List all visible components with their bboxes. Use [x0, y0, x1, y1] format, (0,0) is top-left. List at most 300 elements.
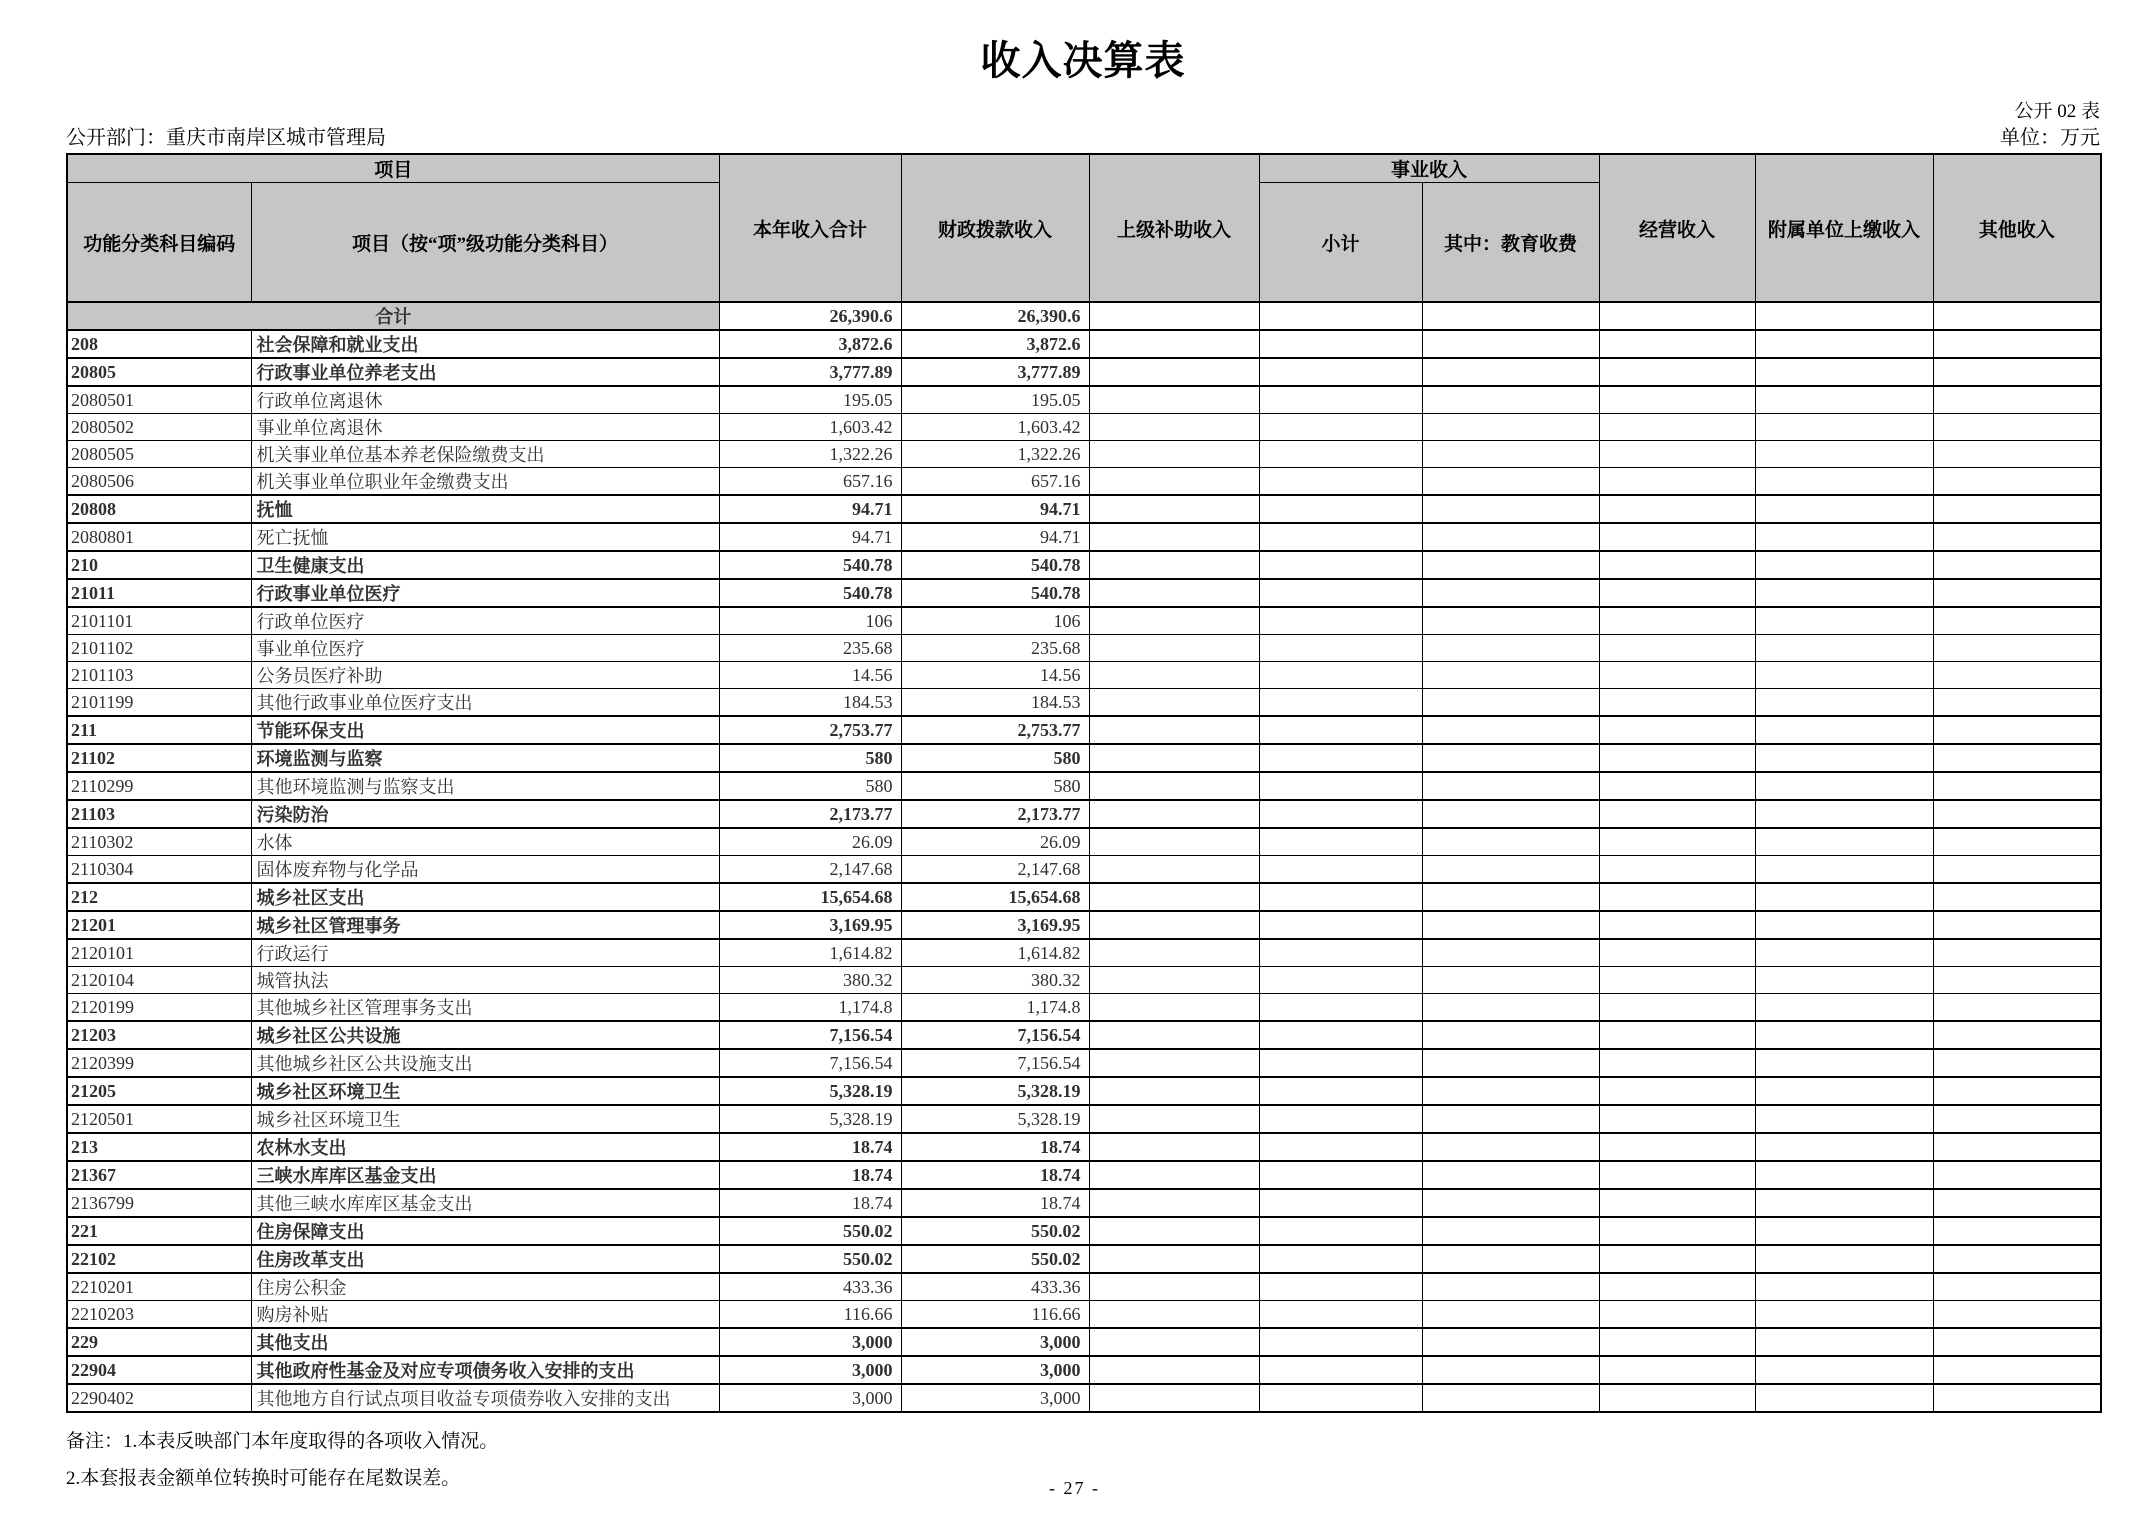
cell-code: 2080801	[67, 523, 251, 551]
cell-code: 2110304	[67, 856, 251, 884]
cell-subtotal	[1259, 1273, 1422, 1301]
cell-affiliated	[1755, 635, 1933, 662]
cell-operating	[1599, 939, 1755, 967]
cell-fiscal: 657.16	[901, 468, 1089, 496]
cell-education	[1422, 772, 1599, 800]
header-code: 功能分类科目编码	[67, 182, 251, 302]
cell-fiscal: 235.68	[901, 635, 1089, 662]
cell-superior	[1089, 772, 1259, 800]
cell-affiliated	[1755, 689, 1933, 717]
cell-superior	[1089, 1328, 1259, 1356]
cell-affiliated	[1755, 468, 1933, 496]
cell-item-name: 机关事业单位职业年金缴费支出	[251, 468, 719, 496]
cell-affiliated	[1755, 772, 1933, 800]
table-row	[67, 358, 2101, 386]
cell-total: 3,000	[719, 1328, 901, 1356]
cell-code: 21201	[67, 911, 251, 939]
cell-total: 26,390.6	[719, 302, 901, 330]
cell-other	[1933, 1301, 2101, 1329]
cell-affiliated	[1755, 800, 1933, 828]
cell-superior	[1089, 911, 1259, 939]
table-row	[67, 635, 2101, 662]
cell-total: 116.66	[719, 1301, 901, 1329]
cell-superior	[1089, 1133, 1259, 1161]
cell-code: 21103	[67, 800, 251, 828]
cell-affiliated	[1755, 1049, 1933, 1077]
cell-education	[1422, 911, 1599, 939]
cell-code: 20805	[67, 358, 251, 386]
cell-education	[1422, 414, 1599, 441]
cell-operating	[1599, 1356, 1755, 1384]
cell-code: 2080506	[67, 468, 251, 496]
cell-fiscal: 3,169.95	[901, 911, 1089, 939]
cell-affiliated	[1755, 883, 1933, 911]
cell-code: 2290402	[67, 1384, 251, 1412]
table-row	[67, 1049, 2101, 1077]
cell-item-name: 其他地方自行试点项目收益专项债券收入安排的支出	[251, 1384, 719, 1412]
cell-affiliated	[1755, 358, 1933, 386]
cell-subtotal	[1259, 856, 1422, 884]
cell-education	[1422, 468, 1599, 496]
cell-superior	[1089, 635, 1259, 662]
table-row	[67, 414, 2101, 441]
cell-subtotal	[1259, 911, 1422, 939]
cell-education	[1422, 1077, 1599, 1105]
cell-superior	[1089, 800, 1259, 828]
cell-other	[1933, 1105, 2101, 1133]
cell-item-name: 城乡社区环境卫生	[251, 1105, 719, 1133]
cell-operating	[1599, 579, 1755, 607]
cell-fiscal: 1,614.82	[901, 939, 1089, 967]
cell-education	[1422, 551, 1599, 579]
cell-total: 15,654.68	[719, 883, 901, 911]
cell-operating	[1599, 856, 1755, 884]
cell-education	[1422, 856, 1599, 884]
cell-other	[1933, 744, 2101, 772]
cell-operating	[1599, 635, 1755, 662]
cell-operating	[1599, 1077, 1755, 1105]
cell-education	[1422, 662, 1599, 689]
cell-education	[1422, 607, 1599, 635]
cell-superior	[1089, 523, 1259, 551]
cell-education	[1422, 1328, 1599, 1356]
cell-item-name: 城乡社区环境卫生	[251, 1077, 719, 1105]
cell-total: 18.74	[719, 1189, 901, 1217]
cell-affiliated	[1755, 607, 1933, 635]
cell-fiscal: 380.32	[901, 967, 1089, 994]
cell-education	[1422, 635, 1599, 662]
cell-other	[1933, 772, 2101, 800]
cell-other	[1933, 1161, 2101, 1189]
cell-code: 2101103	[67, 662, 251, 689]
cell-affiliated	[1755, 1245, 1933, 1273]
cell-education	[1422, 1217, 1599, 1245]
cell-fiscal: 3,777.89	[901, 358, 1089, 386]
cell-other	[1933, 1217, 2101, 1245]
cell-other	[1933, 551, 2101, 579]
cell-item-name: 水体	[251, 828, 719, 856]
cell-subtotal	[1259, 1217, 1422, 1245]
cell-total: 7,156.54	[719, 1049, 901, 1077]
cell-superior	[1089, 1356, 1259, 1384]
cell-subtotal	[1259, 716, 1422, 744]
cell-item-name: 行政事业单位医疗	[251, 579, 719, 607]
cell-code: 21102	[67, 744, 251, 772]
cell-subtotal	[1259, 1356, 1422, 1384]
cell-code: 22904	[67, 1356, 251, 1384]
cell-other	[1933, 1273, 2101, 1301]
cell-total: 3,169.95	[719, 911, 901, 939]
cell-affiliated	[1755, 579, 1933, 607]
cell-other	[1933, 1049, 2101, 1077]
cell-code: 21205	[67, 1077, 251, 1105]
meta-line	[66, 126, 2100, 150]
cell-item-name: 城乡社区管理事务	[251, 911, 719, 939]
cell-operating	[1599, 1328, 1755, 1356]
cell-subtotal	[1259, 1328, 1422, 1356]
cell-operating	[1599, 800, 1755, 828]
cell-education	[1422, 994, 1599, 1022]
cell-item-name: 事业单位离退休	[251, 414, 719, 441]
cell-operating	[1599, 551, 1755, 579]
cell-superior	[1089, 883, 1259, 911]
cell-fiscal: 2,173.77	[901, 800, 1089, 828]
cell-item-name: 其他城乡社区管理事务支出	[251, 994, 719, 1022]
cell-other	[1933, 1077, 2101, 1105]
cell-code: 2120104	[67, 967, 251, 994]
cell-code: 2120501	[67, 1105, 251, 1133]
cell-other	[1933, 883, 2101, 911]
cell-superior	[1089, 856, 1259, 884]
cell-education	[1422, 330, 1599, 358]
cell-other	[1933, 800, 2101, 828]
cell-affiliated	[1755, 1328, 1933, 1356]
cell-subtotal	[1259, 800, 1422, 828]
cell-operating	[1599, 1021, 1755, 1049]
cell-operating	[1599, 772, 1755, 800]
cell-other	[1933, 414, 2101, 441]
cell-code: 2101199	[67, 689, 251, 717]
cell-superior	[1089, 689, 1259, 717]
cell-education	[1422, 1105, 1599, 1133]
cell-other	[1933, 302, 2101, 330]
cell-affiliated	[1755, 994, 1933, 1022]
cell-affiliated	[1755, 386, 1933, 414]
page-number: - 27 -	[1049, 1478, 1100, 1498]
cell-superior	[1089, 1301, 1259, 1329]
cell-code: 2101102	[67, 635, 251, 662]
cell-fiscal: 580	[901, 744, 1089, 772]
cell-education	[1422, 386, 1599, 414]
cell-fiscal: 14.56	[901, 662, 1089, 689]
cell-total: 94.71	[719, 495, 901, 523]
cell-fiscal: 106	[901, 607, 1089, 635]
cell-education	[1422, 800, 1599, 828]
cell-total: 26.09	[719, 828, 901, 856]
cell-fiscal: 195.05	[901, 386, 1089, 414]
cell-subtotal	[1259, 1133, 1422, 1161]
summary-row	[67, 302, 2101, 330]
header-affiliated: 附属单位上缴收入	[1755, 154, 1933, 303]
cell-subtotal	[1259, 1189, 1422, 1217]
cell-code: 20808	[67, 495, 251, 523]
table-row	[67, 744, 2101, 772]
cell-total: 3,777.89	[719, 358, 901, 386]
cell-affiliated	[1755, 1161, 1933, 1189]
cell-operating	[1599, 1133, 1755, 1161]
cell-code: 2136799	[67, 1189, 251, 1217]
cell-code: 2210201	[67, 1273, 251, 1301]
cell-superior	[1089, 744, 1259, 772]
table-body	[67, 302, 2101, 1412]
cell-operating	[1599, 302, 1755, 330]
cell-other	[1933, 689, 2101, 717]
table-row	[67, 689, 2101, 717]
cell-subtotal	[1259, 662, 1422, 689]
cell-superior	[1089, 662, 1259, 689]
cell-fiscal: 540.78	[901, 579, 1089, 607]
cell-affiliated	[1755, 551, 1933, 579]
cell-code: 2080501	[67, 386, 251, 414]
cell-other	[1933, 1328, 2101, 1356]
cell-superior	[1089, 468, 1259, 496]
cell-fiscal: 3,000	[901, 1356, 1089, 1384]
note-line-2: 2.本套报表金额单位转换时可能存在尾数误差。	[66, 1468, 461, 1490]
table-row	[67, 1021, 2101, 1049]
cell-affiliated	[1755, 1133, 1933, 1161]
cell-other	[1933, 911, 2101, 939]
cell-total: 1,322.26	[719, 441, 901, 468]
cell-superior	[1089, 1161, 1259, 1189]
cell-code: 2120399	[67, 1049, 251, 1077]
cell-total: 7,156.54	[719, 1021, 901, 1049]
cell-operating	[1599, 441, 1755, 468]
header-subtotal: 小计	[1259, 182, 1422, 302]
cell-item-name: 三峡水库库区基金支出	[251, 1161, 719, 1189]
cell-fiscal: 540.78	[901, 551, 1089, 579]
cell-superior	[1089, 1105, 1259, 1133]
cell-operating	[1599, 607, 1755, 635]
cell-education	[1422, 1189, 1599, 1217]
summary-label: 合计	[67, 302, 719, 330]
cell-other	[1933, 1384, 2101, 1412]
table-row	[67, 607, 2101, 635]
cell-total: 550.02	[719, 1217, 901, 1245]
cell-fiscal: 116.66	[901, 1301, 1089, 1329]
cell-subtotal	[1259, 689, 1422, 717]
cell-superior	[1089, 939, 1259, 967]
cell-item-name: 城乡社区公共设施	[251, 1021, 719, 1049]
cell-subtotal	[1259, 551, 1422, 579]
table-row	[67, 662, 2101, 689]
cell-code: 2120101	[67, 939, 251, 967]
cell-item-name: 行政单位离退休	[251, 386, 719, 414]
cell-operating	[1599, 1189, 1755, 1217]
cell-affiliated	[1755, 1189, 1933, 1217]
cell-other	[1933, 716, 2101, 744]
cell-operating	[1599, 414, 1755, 441]
cell-total: 2,173.77	[719, 800, 901, 828]
cell-operating	[1599, 495, 1755, 523]
cell-total: 540.78	[719, 579, 901, 607]
cell-education	[1422, 967, 1599, 994]
cell-item-name: 污染防治	[251, 800, 719, 828]
cell-fiscal: 26,390.6	[901, 302, 1089, 330]
cell-item-name: 其他支出	[251, 1328, 719, 1356]
cell-subtotal	[1259, 772, 1422, 800]
cell-total: 550.02	[719, 1245, 901, 1273]
cell-affiliated	[1755, 495, 1933, 523]
cell-superior	[1089, 828, 1259, 856]
cell-subtotal	[1259, 1161, 1422, 1189]
cell-subtotal	[1259, 635, 1422, 662]
cell-education	[1422, 1356, 1599, 1384]
cell-item-name: 其他三峡水库库区基金支出	[251, 1189, 719, 1217]
table-row	[67, 1273, 2101, 1301]
cell-affiliated	[1755, 1021, 1933, 1049]
cell-affiliated	[1755, 523, 1933, 551]
header-item: 项目（按“项”级功能分类科目）	[251, 182, 719, 302]
header-total: 本年收入合计	[719, 154, 901, 303]
cell-fiscal: 18.74	[901, 1189, 1089, 1217]
cell-item-name: 购房补贴	[251, 1301, 719, 1329]
cell-total: 1,603.42	[719, 414, 901, 441]
table-row	[67, 495, 2101, 523]
cell-affiliated	[1755, 302, 1933, 330]
cell-operating	[1599, 1245, 1755, 1273]
cell-fiscal: 26.09	[901, 828, 1089, 856]
cell-code: 210	[67, 551, 251, 579]
cell-fiscal: 7,156.54	[901, 1049, 1089, 1077]
page-title: 收入决算表	[980, 38, 1186, 83]
cell-education	[1422, 1021, 1599, 1049]
cell-item-name: 卫生健康支出	[251, 551, 719, 579]
cell-subtotal	[1259, 1021, 1422, 1049]
cell-operating	[1599, 911, 1755, 939]
cell-total: 2,147.68	[719, 856, 901, 884]
cell-operating	[1599, 994, 1755, 1022]
cell-item-name: 公务员医疗补助	[251, 662, 719, 689]
table-row	[67, 468, 2101, 496]
cell-affiliated	[1755, 1356, 1933, 1384]
cell-code: 221	[67, 1217, 251, 1245]
cell-superior	[1089, 1021, 1259, 1049]
table-row	[67, 1105, 2101, 1133]
cell-code: 21203	[67, 1021, 251, 1049]
cell-total: 5,328.19	[719, 1077, 901, 1105]
cell-fiscal: 94.71	[901, 523, 1089, 551]
cell-subtotal	[1259, 579, 1422, 607]
cell-other	[1933, 1133, 2101, 1161]
table-row	[67, 579, 2101, 607]
cell-affiliated	[1755, 716, 1933, 744]
cell-total: 14.56	[719, 662, 901, 689]
cell-fiscal: 3,872.6	[901, 330, 1089, 358]
table-row	[67, 441, 2101, 468]
header-project-group: 项目	[67, 154, 719, 183]
cell-total: 1,614.82	[719, 939, 901, 967]
cell-fiscal: 184.53	[901, 689, 1089, 717]
cell-fiscal: 1,174.8	[901, 994, 1089, 1022]
cell-subtotal	[1259, 414, 1422, 441]
cell-superior	[1089, 579, 1259, 607]
cell-affiliated	[1755, 1077, 1933, 1105]
cell-total: 433.36	[719, 1273, 901, 1301]
department-label: 公开部门：重庆市南岸区城市管理局	[66, 126, 386, 149]
cell-code: 2120199	[67, 994, 251, 1022]
cell-total: 94.71	[719, 523, 901, 551]
cell-superior	[1089, 1245, 1259, 1273]
table-row	[67, 1356, 2101, 1384]
cell-other	[1933, 386, 2101, 414]
cell-code: 2101101	[67, 607, 251, 635]
cell-other	[1933, 468, 2101, 496]
cell-operating	[1599, 1105, 1755, 1133]
cell-affiliated	[1755, 441, 1933, 468]
header-business-group: 事业收入	[1259, 154, 1599, 183]
cell-subtotal	[1259, 441, 1422, 468]
cell-other	[1933, 607, 2101, 635]
cell-other	[1933, 1021, 2101, 1049]
cell-item-name: 其他政府性基金及对应专项债务收入安排的支出	[251, 1356, 719, 1384]
cell-education	[1422, 358, 1599, 386]
cell-code: 2210203	[67, 1301, 251, 1329]
cell-code: 211	[67, 716, 251, 744]
cell-total: 3,000	[719, 1384, 901, 1412]
table-row	[67, 1161, 2101, 1189]
cell-other	[1933, 856, 2101, 884]
cell-subtotal	[1259, 523, 1422, 551]
cell-total: 2,753.77	[719, 716, 901, 744]
cell-affiliated	[1755, 967, 1933, 994]
cell-total: 3,872.6	[719, 330, 901, 358]
cell-subtotal	[1259, 1384, 1422, 1412]
cell-education	[1422, 1133, 1599, 1161]
cell-affiliated	[1755, 1217, 1933, 1245]
header-row-groups	[67, 154, 2101, 183]
header-fiscal: 财政拨款收入	[901, 154, 1089, 303]
cell-code: 21011	[67, 579, 251, 607]
cell-superior	[1089, 1049, 1259, 1077]
cell-item-name: 农林水支出	[251, 1133, 719, 1161]
table-row	[67, 911, 2101, 939]
cell-other	[1933, 967, 2101, 994]
cell-fiscal: 1,322.26	[901, 441, 1089, 468]
cell-operating	[1599, 386, 1755, 414]
header-superior: 上级补助收入	[1089, 154, 1259, 303]
cell-subtotal	[1259, 883, 1422, 911]
cell-superior	[1089, 607, 1259, 635]
cell-affiliated	[1755, 1273, 1933, 1301]
cell-superior	[1089, 495, 1259, 523]
cell-item-name: 住房公积金	[251, 1273, 719, 1301]
cell-item-name: 节能环保支出	[251, 716, 719, 744]
cell-affiliated	[1755, 744, 1933, 772]
cell-item-name: 固体废弃物与化学品	[251, 856, 719, 884]
cell-code: 229	[67, 1328, 251, 1356]
cell-fiscal: 1,603.42	[901, 414, 1089, 441]
cell-other	[1933, 358, 2101, 386]
cell-total: 5,328.19	[719, 1105, 901, 1133]
table-row	[67, 716, 2101, 744]
cell-total: 3,000	[719, 1356, 901, 1384]
cell-item-name: 其他城乡社区公共设施支出	[251, 1049, 719, 1077]
cell-superior	[1089, 967, 1259, 994]
cell-subtotal	[1259, 1077, 1422, 1105]
header-other: 其他收入	[1933, 154, 2101, 303]
cell-item-name: 事业单位医疗	[251, 635, 719, 662]
cell-education	[1422, 1049, 1599, 1077]
